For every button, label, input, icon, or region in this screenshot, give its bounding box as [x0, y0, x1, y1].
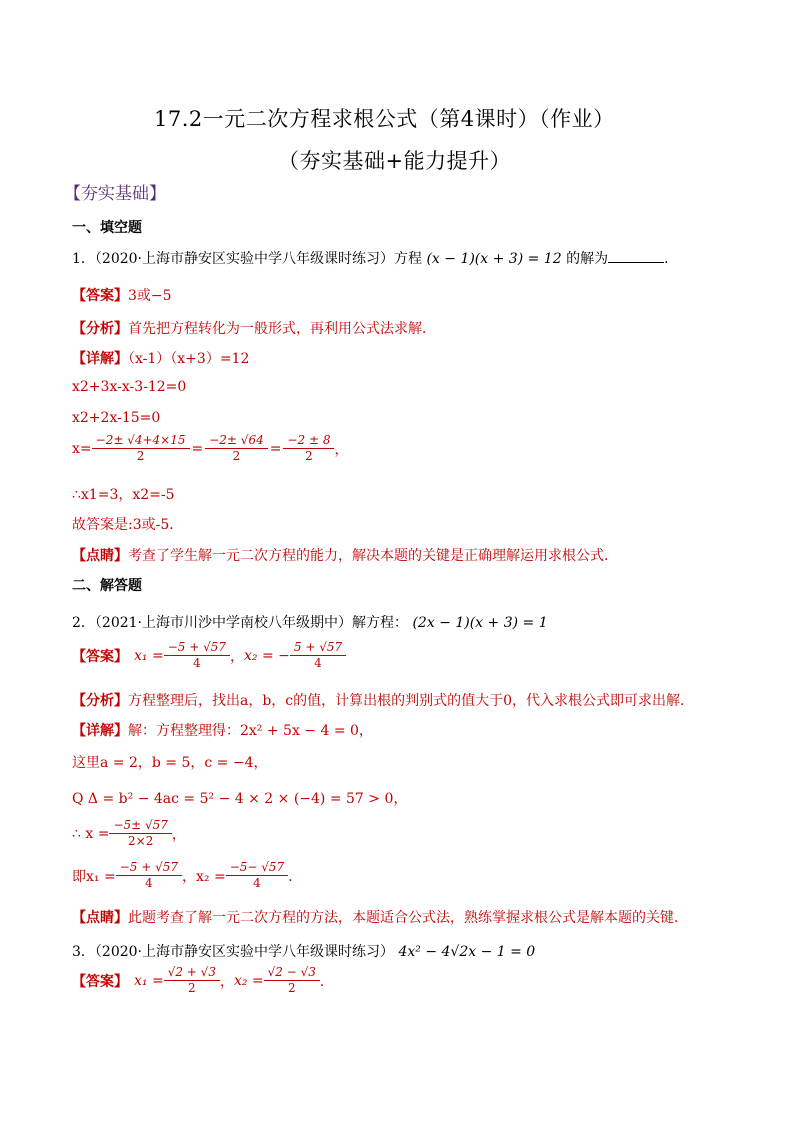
detail-2 — [72, 720, 373, 740]
answer-3-end: ． — [319, 973, 334, 990]
answer-blank — [608, 250, 664, 263]
part2-heading: 二、解答题 — [72, 578, 142, 594]
answer-3-x1: x₁ = — [134, 972, 164, 989]
detail-line-5: 故答案是:3或-5． — [72, 517, 184, 533]
page-subtitle: （夯实基础+能力提升） — [278, 149, 512, 173]
answer-1 — [72, 285, 172, 305]
section-heading: 【夯实基础】 — [64, 184, 166, 204]
answer-3-sep: ， — [219, 973, 234, 990]
answer-2-fraction-2 — [292, 640, 344, 671]
fraction-1 — [94, 433, 188, 464]
answer-3 — [72, 965, 334, 996]
detail-2-line-0: 解：方程整理得：2x² + 5x − 4 = 0， — [128, 723, 373, 739]
answer-2-f2-num: 5 + √57 — [293, 640, 343, 654]
detail-2-fraction — [111, 818, 169, 849]
answer-2-f2-den: 4 — [290, 655, 346, 671]
detail-2-line-1: 这里a = 2，b = 5，c = −4， — [72, 755, 268, 771]
detail-2-x2-num: −5− √57 — [229, 860, 285, 874]
answer-3-f2-num: √2 − √3 — [267, 965, 316, 979]
fraction-3-den: 2 — [283, 448, 334, 464]
question-1-end: ． — [664, 251, 679, 267]
answer-2-x2: x₂ = − — [244, 647, 290, 664]
detail-2-x1-fraction — [118, 860, 180, 891]
question-3-equation: 4x² − 4√2x − 1 = 0 — [398, 944, 536, 960]
question-2-text: 2．（2021·上海市川沙中学南校八年级期中）解方程： — [72, 615, 408, 631]
detail-2-x-prefix: ∴ x = — [72, 825, 110, 842]
analysis-text: 首先把方程转化为一般形式，再利用公式法求解． — [128, 321, 436, 337]
answer-3-f1-den: 2 — [164, 980, 220, 996]
answer-3-x2: x₂ = — [233, 972, 264, 989]
answer-2-f1-den: 4 — [164, 655, 230, 671]
detail-2-x2-prefix: ，x₂ = — [182, 868, 226, 885]
question-1 — [72, 248, 678, 268]
question-1-tail: 的解为 — [566, 251, 609, 267]
question-3-text: 3．（2020·上海市静安区实验中学八年级课时练习） — [72, 944, 394, 960]
question-2-equation: (2x − 1)(x + 3) = 1 — [412, 615, 548, 631]
detail-line-2: x2+2x-15=0 — [72, 410, 161, 426]
detail-2-line-3 — [72, 818, 186, 849]
detail-line-4: ∴x1=3，x2=-5 — [72, 487, 175, 503]
fraction-1-num: −2± √4+4×15 — [95, 433, 186, 447]
answer-3-f1-num: √2 + √3 — [167, 965, 216, 979]
detail-2-label: 【详解】 — [72, 723, 128, 739]
page-title: 17.2一元二次方程求根公式（第4课时）（作业） — [154, 107, 615, 131]
answer-text: 3或−5 — [128, 288, 172, 304]
analysis-2-text: 方程整理后，找出a，b，c的值，计算出根的判别式的值大于0，代入求根公式即可求出解． — [128, 693, 695, 709]
detail-2-fraction-den: 2×2 — [109, 833, 171, 849]
detail-2-fraction-num: −5± √57 — [113, 818, 168, 832]
analysis-2 — [72, 690, 694, 710]
detail-1 — [72, 348, 249, 368]
comment-2-label: 【点睛】 — [72, 910, 128, 926]
question-2 — [72, 612, 548, 632]
analysis-1 — [72, 318, 436, 338]
answer-2-sep: ， — [230, 648, 244, 665]
detail-x-prefix: x= — [72, 440, 92, 457]
detail-line-3-end: ， — [334, 441, 349, 458]
comment-1 — [72, 545, 618, 565]
fraction-2-num: −2± √64 — [209, 433, 264, 447]
detail-line-1: x2+3x-x-3-12=0 — [72, 379, 187, 395]
detail-2-x1-prefix: 即x₁ = — [72, 868, 116, 885]
analysis-label: 【分析】 — [72, 321, 128, 337]
detail-2-line-2: Q Δ = b² − 4ac = 5² − 4 × 2 × (−4) = 57 > 0， — [72, 791, 408, 807]
answer-label: 【答案】 — [72, 288, 128, 304]
question-3 — [72, 941, 535, 961]
fraction-3 — [285, 433, 332, 464]
answer-2-x1: x₁ = — [134, 647, 164, 664]
comment-label: 【点睛】 — [72, 548, 128, 564]
answer-2 — [72, 640, 346, 671]
comment-2-text: 此题考查了解一元二次方程的方法，本题适合公式法，熟练掌握求根公式是解本题的关键． — [128, 910, 688, 926]
fraction-2-den: 2 — [205, 448, 267, 464]
comment-2 — [72, 907, 688, 927]
detail-2-x2-den: 4 — [226, 875, 288, 891]
answer-2-f1-num: −5 + √57 — [167, 640, 226, 654]
answer-3-label: 【答案】 — [72, 973, 128, 990]
detail-2-line-3-end: ， — [171, 826, 186, 843]
detail-line-0: （x-1）（x+3）=12 — [128, 351, 250, 367]
question-1-equation: (x − 1)(x + 3) = 12 — [426, 251, 562, 267]
answer-2-fraction-1 — [166, 640, 228, 671]
fraction-3-num: −2 ± 8 — [287, 433, 331, 447]
fraction-2 — [207, 433, 265, 464]
analysis-2-label: 【分析】 — [72, 693, 128, 709]
detail-2-x2-fraction — [228, 860, 286, 891]
detail-label: 【详解】 — [72, 351, 128, 367]
comment-text: 考查了学生解一元二次方程的能力，解决本题的关键是正确理解运用求根公式． — [128, 548, 618, 564]
part1-heading: 一、填空题 — [72, 220, 142, 236]
detail-line-3: x= $\frac{-2\pm √4+4\times 15}{2}$ = $\frac{-2\pm √64}{2}$ = $\frac{-2 \pm 8}{2}$ ， — [72, 433, 349, 463]
detail-2-line-4-end: ． — [288, 868, 303, 885]
fraction-1-den: 2 — [92, 448, 190, 464]
answer-3-fraction-2 — [266, 965, 318, 996]
answer-2-label: 【答案】 — [72, 648, 128, 665]
detail-2-x1-num: −5 + √57 — [119, 860, 178, 874]
answer-3-fraction-1 — [166, 965, 218, 996]
detail-2-x1-den: 4 — [116, 875, 182, 891]
detail-2-line-4 — [72, 860, 302, 891]
question-1-text: 1．（2020·上海市静安区实验中学八年级课时练习）方程 — [72, 251, 422, 267]
answer-3-f2-den: 2 — [264, 980, 320, 996]
